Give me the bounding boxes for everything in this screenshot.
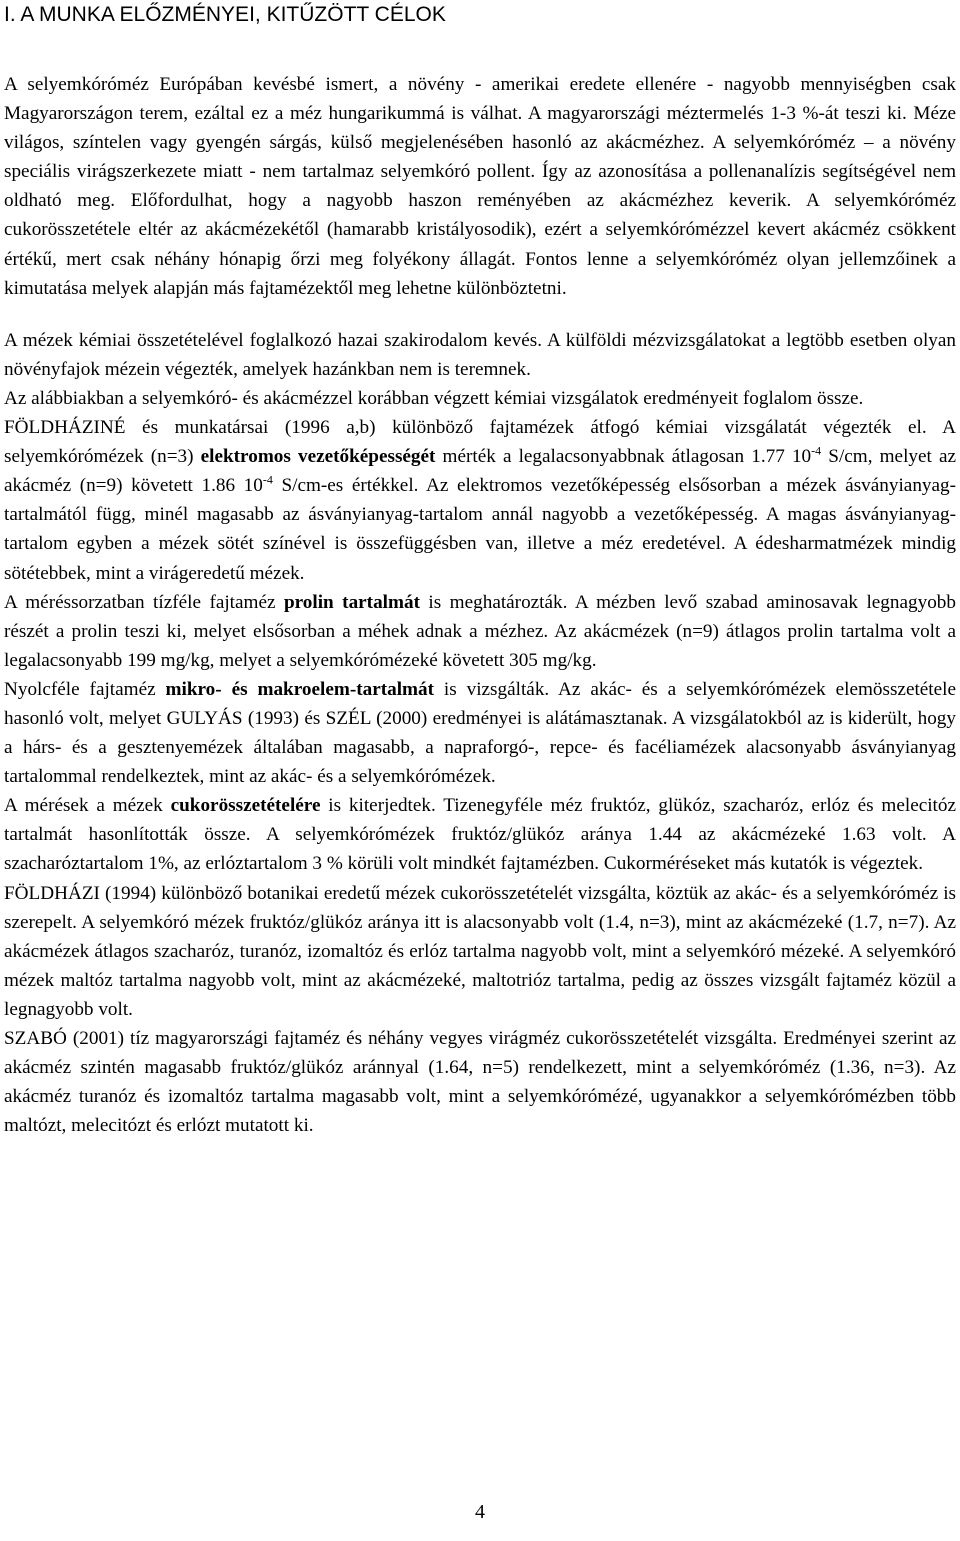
text-run: A mérések a mézek bbox=[4, 795, 171, 817]
paragraph-spacer bbox=[4, 303, 956, 326]
text-run: is vizsgálták. Az akác- és a selyemkórómézek elemösszetétele hasonló volt, melyet GULYÁS (1993) és SZÉL (2000) eredményei is alátámasztanak. A vizsgálatokból az is kiderült, hogy a hárs- és a gesztenyemézek általában magasabb, a napraforgó-, repce- és facéliamézek alacsonyabb ásványianyag tartalommal rendelkeztek, mint az akác- és a selyemkórómézek. bbox=[4, 678, 956, 788]
paragraph bbox=[4, 384, 956, 413]
bold-term: prolin tartalmát bbox=[283, 591, 420, 613]
section-heading: I. A MUNKA ELŐZMÉNYEI, KITŰZÖTT CÉLOK bbox=[4, 3, 446, 26]
paragraph bbox=[4, 413, 956, 588]
text-run: A selyemkóróméz Európában kevésbé ismert, a növény - amerikai eredete ellenére - nagyobb mennyiségben csak Magyarországon terem, ezáltal ez a méz hungarikummá is válhat. A magyarországi méztermelés 1-3 %-át teszi ki. Méze világos, színtelen vagy gyengén sárgás, külső megjelenésében hasonló az akácmézhez. A selyemkóróméz – a növény speciális virágszerkezete miatt - nem tartalmaz selyemkóró pollent. Így az azonosítása a pollenanalízis segítségével nem oldható meg. Előfordulhat, hogy a nagyobb haszon reményében az akácmézhez keverik. A selyemkóróméz cukorösszetétele eltér az akácmézekétől (hamarabb kristályosodik), ezért a selyemkórómézzel kevert akácméz csökkent értékű, mert csak néhány hónapig őrzi meg folyékony állagát. Fontos lenne a selyemkóróméz olyan jellemzőinek a kimutatása melyek alapján más fajtamézektől meg lehetne különböztetni. bbox=[4, 74, 956, 299]
text-run: S/cm, melyet az akácméz (n=9) követett 1.86 10 bbox=[4, 446, 957, 497]
paragraph bbox=[4, 1024, 956, 1140]
text-run: SZABÓ (2001) tíz magyarországi fajtaméz és néhány vegyes virágméz cukorösszetételét vizsgálta. Eredményei szerint az akácméz szintén magasabb fruktóz/glükóz aránnyal (1.64, n=5) rendelkezett, mint a selyemkóróméz (1.36, n=3). Az akácméz turanóz és izomaltóz tartalma magasabb volt, mint a selyemkórómézé, ugyanakkor a selyemkórómézben több maltózt, melecitózt és erlózt mutatott ki. bbox=[4, 1028, 956, 1137]
text-run: Az alábbiakban a selyemkóró- és akácmézzel korábban végzett kémiai vizsgálatok eredményeit foglalom össze. bbox=[4, 387, 864, 409]
paragraph bbox=[4, 879, 956, 1024]
text-run: FÖLDHÁZI (1994) különböző botanikai eredetű mézek cukorösszetételét vizsgálta, köztük az akác- és a selyemkóróméz is szerepelt. A selyemkóró mézek fruktóz/glükóz aránya itt is alacsonyabb volt (1.4, n=3), mint az akácmézeké (1.7, n=7). Az akácmézek átlagos szacharóz, turanóz, izomaltóz és erlóz tartalma nagyobb volt, mint a selyemkóró mézeké. A selyemkóró mézek maltóz tartalma nagyobb volt, mint az akácmézeké, maltotrióz tartalma, pedig az összes vizsgált fajtaméz közül a legnagyobb volt. bbox=[4, 882, 956, 1020]
bold-term: mikro- és makroelem-tartalmát bbox=[165, 678, 434, 700]
page-number: 4 bbox=[475, 1501, 485, 1523]
text-run: mérték a legalacsonyabbnak átlagosan 1.77 10 bbox=[435, 446, 812, 468]
bold-term: elektromos vezetőképességét bbox=[200, 446, 436, 468]
document-body bbox=[4, 70, 956, 1140]
paragraph bbox=[4, 588, 956, 675]
paragraph bbox=[4, 326, 956, 384]
paragraph bbox=[4, 791, 956, 878]
text-run: is meghatározták. A mézben levő szabad aminosavak legnagyobb részét a prolin teszi ki, melyet elsősorban a méhek adnak a mézhez. Az akácmézek (n=9) átlagos prolin tartalma volt a legalacsonyabb 199 mg/kg, melyet a selyemkórómézeké követett 305 mg/kg. bbox=[4, 591, 956, 671]
exponent: -4 bbox=[811, 443, 822, 458]
text-run: FÖLDHÁZINÉ és munkatársai (1996 a,b) különböző fajtamézek átfogó kémiai vizsgálatát végezték el. A selyemkórómézek (n=3) bbox=[4, 417, 956, 468]
text-run: is kiterjedtek. Tizenegyféle méz fruktóz, glükóz, szacharóz, erlóz és melecitóz tartalmát hasonlították össze. A selyemkórómézek fruktóz/glükóz aránya 1.44 az akácmézeké 1.63 volt. A szacharóztartalom 1%, az erlóztartalom 3 % körüli volt mindkét fajtamézben. Cukorméréseket más kutatók is végeztek. bbox=[4, 795, 956, 875]
text-run: S/cm-es értékkel. Az elektromos vezetőképesség elsősorban a mézek ásványianyag-tartalmától függ, minél magasabb az ásványianyag-tartalom annál nagyobb a vezetőképesség. A magas ásványianyag-tartalom egyben a mézek sötét színével is összefüggésben van, illetve a méz eredetével. A édesharmatmézek mindig sötétebbek, mint a virágeredetű mézek. bbox=[4, 475, 956, 584]
bold-term: cukorösszetételére bbox=[170, 795, 321, 817]
paragraph bbox=[4, 70, 956, 303]
paragraph bbox=[4, 675, 956, 791]
exponent: -4 bbox=[262, 472, 273, 487]
text-run: A méréssorzatban tízféle fajtaméz bbox=[4, 591, 284, 613]
text-run: A mézek kémiai összetételével foglalkozó hazai szakirodalom kevés. A külföldi mézvizsgálatokat a legtöbb esetben olyan növényfajok mézein végezték, amelyek hazánkban nem is teremnek. bbox=[4, 329, 956, 380]
text-run: Nyolcféle fajtaméz bbox=[4, 678, 166, 700]
